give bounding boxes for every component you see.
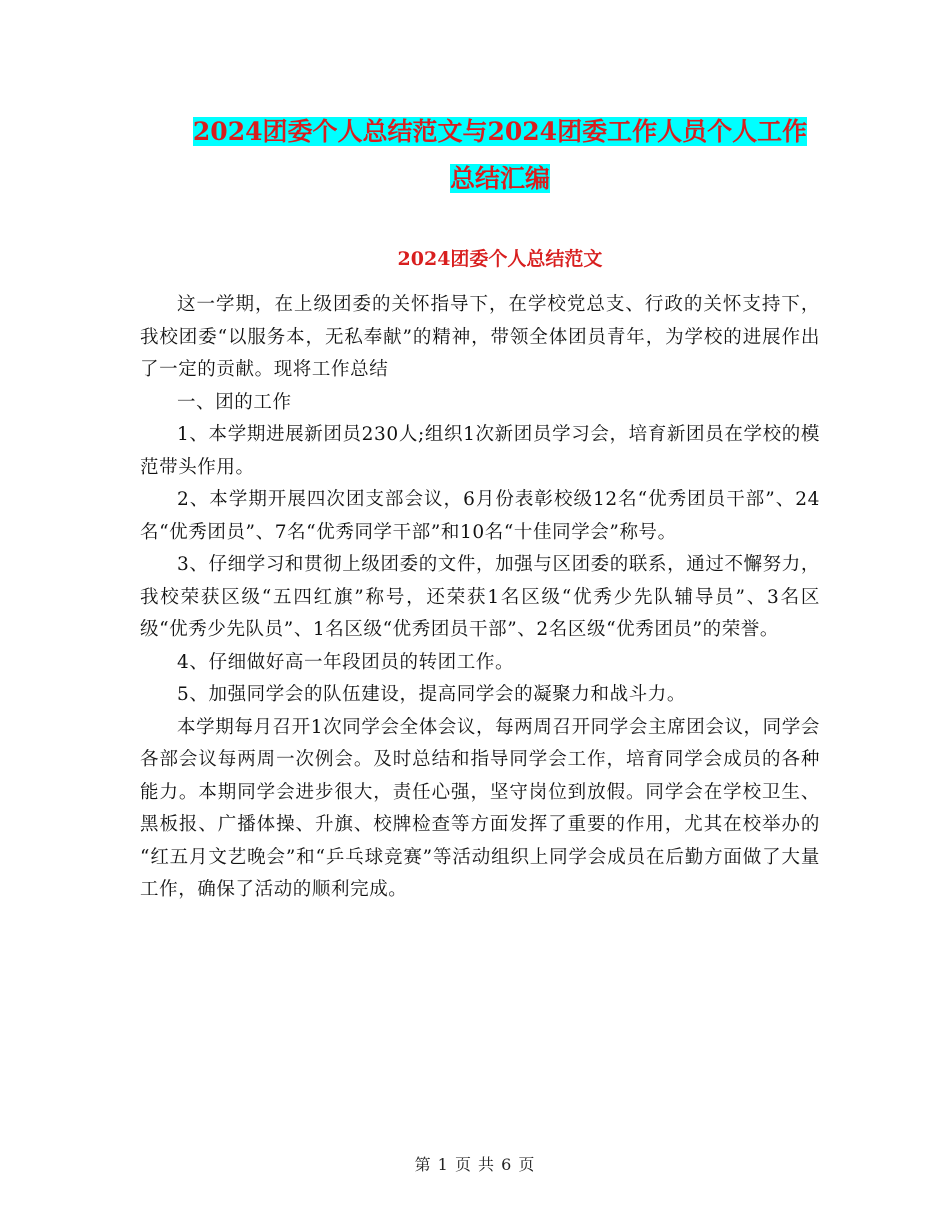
document-body [140,289,820,907]
paragraph-item-5: 5、加强同学会的队伍建设，提高同学会的凝聚力和战斗力。 [177,684,686,705]
paragraph-heading-league-work: 一、团的工作 [177,391,292,413]
paragraph-student-council: 本学期每月召开1次同学会全体会议，每两周召开同学会主席团会议，同学会各部会议每两周一次例会。及时总结和指导同学会工作，培育同学会成员的各种能力。本期同学会进步很大，责任心强，坚守岗位到放假。同学会在学校卫生、黑板报、广播体操、升旗、校牌检查等方面发挥了重要的作用，尤其在校举办的 “红五月文艺晚会”和“乒乓球竞赛”等活动组织上同学会成员在后勤方面做了大量工作，确保了活动的顺利完成。 [140,716,820,900]
paragraph-item-2: 2、本学期开展四次团支部会议，6月份表彰校级12名“优秀团员干部”、24名“优秀团员”、7名“优秀同学干部”和10名“十佳同学会”称号。 [140,489,820,543]
paragraph-item-4: 4、仔细做好高一年段团员的转团工作。 [177,651,515,673]
document-title-line-2: 总结汇编 [449,164,550,193]
section-title: 2024团委个人总结范文 [397,248,603,270]
paragraph-intro: 这一学期，在上级团委的关怀指导下，在学校党总支、行政的关怀支持下，我校团委“以服务本，无私奉献”的精神，带领全体团员青年，为学校的进展作出了一定的贡献。现将工作总结 [140,294,820,380]
page-footer: 第 1 页 共 6 页 [414,1155,536,1174]
document-title [140,108,860,202]
document-title-line-1: 2024团委个人总结范文与2024团委工作人员个人工作 [192,117,808,146]
paragraph-item-3: 3、仔细学习和贯彻上级团委的文件，加强与区团委的联系，通过不懈努力，我校荣获区级“五四红旗”称号，还荣获1名区级“优秀少先队辅导员”、3名区级“优秀少先队员”、1名区级“优秀团员干部”、2名区级“优秀团员”的荣誉。 [140,554,820,640]
paragraph-item-1: 1、本学期进展新团员230人;组织1次新团员学习会，培育新团员在学校的模范带头作用。 [140,424,820,478]
